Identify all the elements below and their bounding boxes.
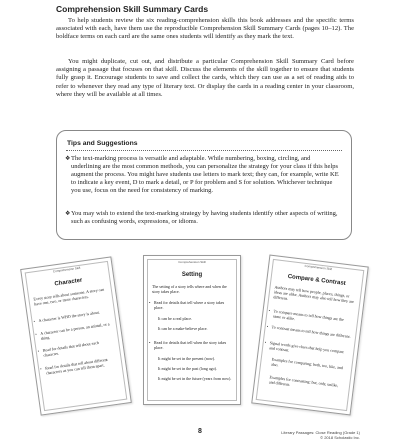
card-intro: The setting of a story tells where and when the story takes place. — [152, 284, 227, 295]
tips-box — [56, 130, 352, 240]
footer-copyright: © 2018 Scholastic Inc. — [320, 435, 360, 440]
card-subitem: It might be set in the present (now). — [158, 356, 216, 361]
card-bullet: • To contrast means to tell how things are different. — [266, 323, 351, 339]
tip-item — [65, 155, 339, 195]
page-footer — [281, 430, 360, 440]
usage-paragraph: You might duplicate, cut out, and distribute a particular Comprehension Skill Summary Card before assigning a passage that focuses on that skill. Discuss the elements of the skill together to ensure that students fully grasp it. Encourage students to save and collect the cards, which they can use as a set of reading aids to refer to whenever they read any type of literary text. Or display the cards in a reading center in your classroom, where they will be available at all times. — [56, 58, 354, 98]
tips-title: Tips and Suggestions — [67, 140, 138, 147]
card-subitem: It might be set in the past (long ago). — [158, 366, 217, 371]
card-bullet: • Read for details that tell about each character. — [37, 339, 100, 358]
summary-card-setting — [143, 255, 241, 405]
card-tag: Comprehension Skill — [304, 263, 333, 272]
footer-book-title: Literary Passages: Close Reading (Grade 1) — [281, 430, 360, 435]
card-example: Examples for contrasting: but, only, unlike, and different. — [268, 374, 339, 388]
card-subitem: It can be a real place. — [158, 316, 192, 321]
card-bullet: • Signal words give clues that help you compare and contrast. — [264, 339, 345, 355]
card-tag: Comprehension Skill — [178, 260, 206, 264]
section-heading: Comprehension Skill Summary Cards — [56, 4, 209, 14]
card-subitem: It might be set in the future (years from now). — [158, 376, 232, 381]
card-subitem: It can be a make-believe place. — [158, 326, 208, 331]
card-bullet: • Read for details that tell where a story takes place. — [149, 300, 225, 311]
intro-paragraph: To help students review the six reading-comprehension skills this book addresses and the specific terms associated with each, have them use the reproducible Comprehension Skill Summary Cards (pages 10–12). The boldface terms on each card are the same ones students will identify as they mark the text. — [56, 17, 354, 41]
summary-card-character — [20, 256, 132, 415]
tip-text: You may wish to extend the text-marking strategy by having students identify other aspects of writing, such as confusing words, expressions, or idioms. — [71, 210, 338, 225]
card-bullet: • Read for details that tell about different characters as you can tell them apart. — [39, 356, 108, 376]
card-bullet: • To compare means to tell how things are the same or alike. — [268, 307, 345, 323]
card-title: Setting — [181, 272, 203, 278]
card-intro: Every story tells about someone. A story can have one, two, or more characters. — [33, 286, 105, 307]
card-bullet: • A character is WHO the story is about. — [33, 309, 101, 324]
tip-item — [65, 210, 339, 226]
card-bullet: • Read for details that tell when the story takes place. — [149, 340, 227, 351]
diamond-bullet-icon: ❖ — [65, 156, 71, 162]
card-bullet: • A character can be a person, an animal, or a thing. — [34, 321, 110, 342]
card-intro: Authors may tell how people, places, things, or ideas are alike. Authors may also tell how they are different. — [273, 284, 355, 305]
card-tag: Comprehension Skill — [52, 265, 81, 274]
tips-divider — [66, 150, 342, 151]
diamond-bullet-icon: ❖ — [65, 211, 71, 217]
page-number: 8 — [198, 428, 202, 435]
tip-text: The text-marking process is versatile and adaptable. While numbering, boxing, circling, and underlining are the most common methods, you can personalize the strategy for your class if this helps augment the process. You might have students use letters to mark text; they can, for example, write KE to indicate a key event, D to mark a detail, or P for problem and S for solution. Whichever technique you use, focus on the need for consistency of marking. — [71, 155, 339, 194]
card-example: Examples for comparing: both, too, like, and also. — [270, 356, 344, 371]
card-title: Compare & Contrast — [287, 273, 347, 287]
summary-card-compare-contrast — [251, 254, 369, 415]
card-title: Character — [54, 277, 83, 288]
